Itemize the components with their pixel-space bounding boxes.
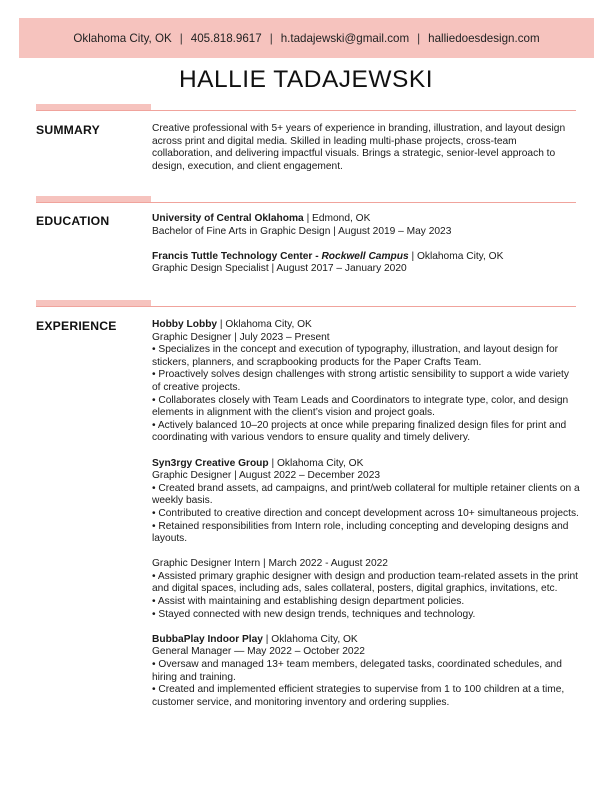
job-role: Graphic Designer Intern | March 2022 - August 2022 — [152, 558, 388, 570]
job-bullet: • Specializes in the concept and execution of typography, illustration, and layout design for stickers, planners, and scrapbooking products for the Paper Crafts Team. — [152, 344, 559, 368]
contact-separator: | — [179, 31, 183, 45]
education-school-line — [152, 213, 580, 226]
school-name: University of Central Oklahoma — [152, 213, 304, 224]
job-bullet: • Stayed connected with new design trends, techniques and technology. — [152, 608, 476, 620]
school-location: | Edmond, OK — [303, 213, 371, 224]
company-line — [152, 319, 580, 332]
job-bullet: • Contributed to creative direction and concept development across 10+ simultaneous projects. — [152, 507, 579, 519]
school-campus: Rockwell Campus — [321, 250, 409, 262]
job-role: Graphic Designer | August 2022 – December 2023 — [152, 470, 381, 482]
applicant-name: HALLIE TADAJEWSKI — [178, 66, 434, 93]
job-bullet: • Assist with maintaining and establishing design department policies. — [152, 596, 465, 608]
education-detail: Bachelor of Fine Arts in Graphic Design | August 2019 – May 2023 — [152, 225, 452, 237]
contact-separator: | — [269, 31, 273, 45]
company-name: Hobby Lobby — [152, 319, 218, 330]
job-role: Graphic Designer | July 2023 – Present — [152, 331, 330, 343]
summary-block — [152, 123, 580, 173]
summary-heading: SUMMARY — [36, 123, 100, 137]
contact-bar — [19, 18, 594, 58]
company-name: BubbaPlay Indoor Play — [152, 633, 263, 645]
school-suffix: - — [312, 250, 322, 262]
experience-entry — [152, 558, 580, 621]
company-location: | Oklahoma City, OK — [217, 319, 312, 330]
company-location: | Oklahoma City, OK — [262, 633, 358, 645]
job-bullet: • Collaborates closely with Team Leads and Coordinators to integrate type, color, and design elements in alignment with the client’s vision and project goals. — [152, 394, 569, 419]
school-name: Francis Tuttle Technology Center — [152, 250, 313, 262]
section-divider — [36, 110, 576, 111]
contact-website[interactable]: halliedoesdesign.com — [428, 31, 540, 45]
education-entry — [152, 213, 580, 238]
job-bullet: • Retained responsibilities from Intern role, including concepting and developing designs and layouts. — [152, 520, 569, 545]
experience-entry — [152, 458, 580, 546]
job-role: General Manager — May 2022 – October 2022 — [152, 646, 365, 658]
contact-phone: 405.818.9617 — [190, 31, 262, 45]
summary-text: Creative professional with 5+ years of experience in branding, illustration, and layout design across print and digital media. Skilled in leading multi-phase projects, cross-team collaboration, and delivering impactful visuals. Brings a strategic, senior-level approach to design, execution, and client engagement. — [152, 123, 566, 172]
job-bullet: • Created and implemented efficient strategies to supervise from 1 to 100 children at a time, customer service, and monitoring inventory and ordering supplies. — [152, 684, 565, 708]
contact-separator: | — [417, 31, 421, 45]
job-bullet: • Oversaw and managed 13+ team members, delegated tasks, coordinated schedules, and hiring and training. — [152, 659, 562, 683]
education-detail: Graphic Design Specialist | August 2017 – January 2020 — [152, 263, 407, 275]
company-line — [152, 458, 580, 471]
contact-email[interactable]: h.tadajewski@gmail.com — [280, 31, 410, 45]
company-location: | Oklahoma City, OK — [268, 457, 364, 469]
job-bullet: • Created brand assets, ad campaigns, and print/web collateral for multiple retainer clients on a weekly basis. — [152, 482, 580, 507]
job-bullet: • Proactively solves design challenges with strong artistic sensibility to support a wide variety of creative projects. — [152, 369, 569, 393]
company-name: Syn3rgy Creative Group — [152, 457, 269, 469]
experience-heading: EXPERIENCE — [36, 319, 117, 333]
job-bullet: • Actively balanced 10–20 projects at once while preparing finalized design files for print and coordinating with various vendors to ensure quality and timely delivery. — [152, 419, 567, 444]
section-divider — [36, 306, 576, 307]
experience-entry — [152, 634, 580, 710]
experience-entry — [152, 319, 580, 445]
company-line — [152, 634, 580, 647]
education-school-line — [152, 251, 580, 264]
contact-location: Oklahoma City, OK — [73, 31, 172, 45]
section-divider — [36, 202, 576, 203]
job-bullet: • Assisted primary graphic designer with design and production team-related assets in the print and digital spaces, including ads, sales collateral, posters, digital graphics, invitations, etc. — [152, 570, 579, 595]
education-block — [152, 213, 580, 276]
experience-block — [152, 319, 580, 709]
school-location: | Oklahoma City, OK — [408, 250, 504, 262]
education-heading: EDUCATION — [36, 214, 110, 228]
education-entry — [152, 251, 580, 276]
